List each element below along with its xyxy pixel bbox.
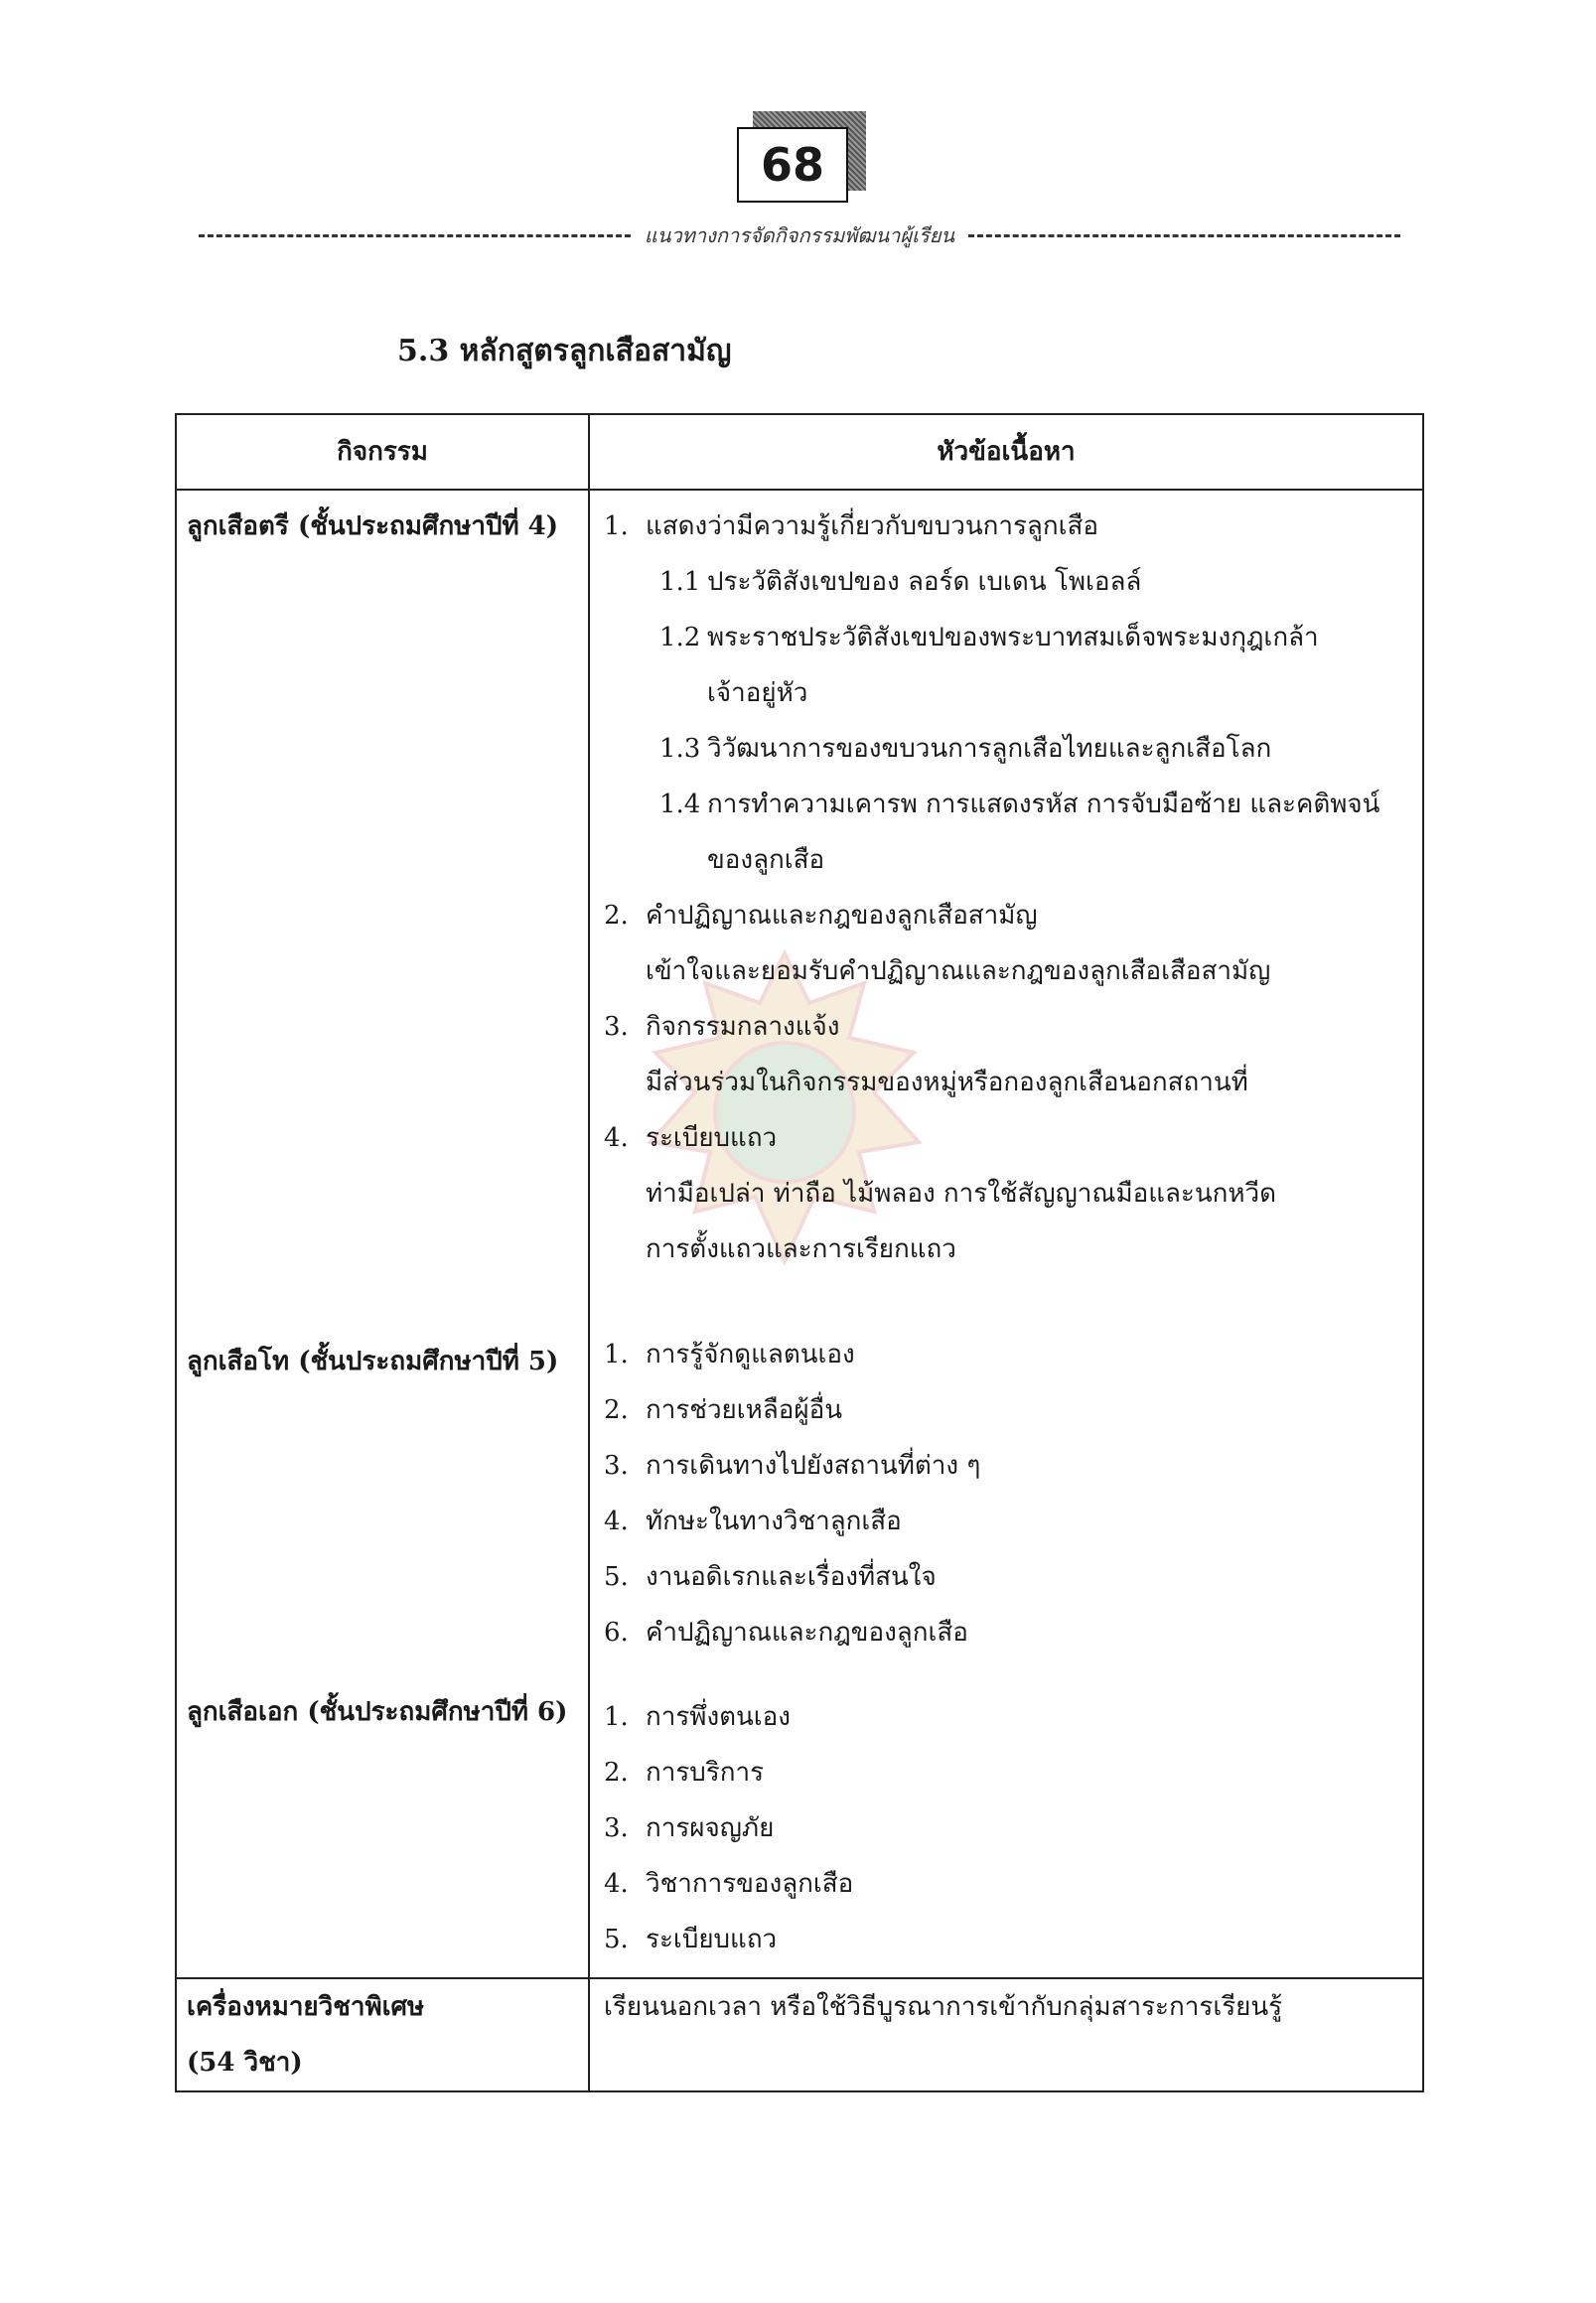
content-cell: [589, 490, 1423, 1978]
table-row: [176, 490, 1423, 1978]
item-description: การตั้งแถวและการเรียกแถว: [646, 1234, 956, 1264]
list-item: 5. งานอดิเรกและเรื่องที่สนใจ: [604, 1562, 937, 1592]
list-item: 4. ระเบียบแถว: [604, 1123, 778, 1153]
activity-cell: [176, 1978, 589, 2091]
list-item: 1.4 การทำความเคารพ การแสดงรหัส การจับมือซ้าย และคติพจน์: [659, 790, 1380, 819]
header-content: หัวข้อเนื้อหา: [589, 414, 1423, 490]
header-dashes-left: [199, 234, 631, 237]
list-item: 1.2 พระราชประวัติสังเขปของพระบาทสมเด็จพระมงกุฎเกล้า: [659, 623, 1319, 652]
special-badge-content: เรียนนอกเวลา หรือใช้วิธีบูรณาการเข้ากับกลุ่มสาระการเรียนรู้: [604, 1992, 1283, 2022]
table-header-row: [176, 414, 1423, 490]
page-number: 68: [737, 127, 848, 203]
item-description: มีส่วนร่วมในกิจกรรมของหมู่หรือกองลูกเสือนอกสถานที่: [646, 1068, 1248, 1097]
page-number-box: [737, 107, 851, 192]
item-description: เข้าใจและยอมรับคำปฏิญาณและกฎของลูกเสือเสือสามัญ: [646, 956, 1271, 986]
list-item: 6. คำปฏิญาณและกฎของลูกเสือ: [604, 1618, 968, 1648]
special-badge-label: เครื่องหมายวิชาพิเศษ: [187, 1992, 425, 2022]
list-item: 1. การรู้จักดูแลตนเอง: [604, 1340, 855, 1369]
section-title: 5.3 หลักสูตรลูกเสือสามัญ: [397, 334, 732, 368]
curriculum-table: [175, 413, 1424, 2092]
special-badge-count: (54 วิชา): [187, 2048, 303, 2078]
list-item: 3. การผจญภัย: [604, 1813, 775, 1843]
list-item-continuation: เจ้าอยู่หัว: [707, 678, 808, 708]
list-item: 3. การเดินทางไปยังสถานที่ต่าง ๆ: [604, 1451, 981, 1481]
list-item-continuation: ของลูกเสือ: [707, 845, 825, 875]
list-item: 2. คำปฏิญาณและกฎของลูกเสือสามัญ: [604, 901, 1038, 931]
list-item: 4. วิชาการของลูกเสือ: [604, 1869, 854, 1899]
running-header: [199, 220, 1400, 250]
list-item: 2. การบริการ: [604, 1758, 765, 1788]
list-item: 4. ทักษะในทางวิชาลูกเสือ: [604, 1507, 902, 1536]
list-item: 1. การพึ่งตนเอง: [604, 1702, 791, 1732]
list-item: 2. การช่วยเหลือผู้อื่น: [604, 1395, 842, 1425]
content-cell: [589, 1978, 1423, 2091]
list-item: 1. แสดงว่ามีความรู้เกี่ยวกับขบวนการลูกเสือ: [604, 511, 1098, 541]
header-dashes-right: [968, 234, 1400, 237]
list-item: 1.3 วิวัฒนาการของขบวนการลูกเสือไทยและลูกเสือโลก: [659, 734, 1272, 764]
group-label-ek: ลูกเสือเอก (ชั้นประถมศึกษาปีที่ 6): [187, 1697, 568, 1727]
list-item: 3. กิจกรรมกลางแจ้ง: [604, 1012, 840, 1042]
item-description: ท่ามือเปล่า ท่าถือ ไม้พลอง การใช้สัญญาณมือและนกหวีด: [646, 1179, 1276, 1209]
header-activity: กิจกรรม: [176, 414, 589, 490]
list-item: 5. ระเบียบแถว: [604, 1925, 778, 1954]
header-text: แนวทางการจัดกิจกรรมพัฒนาผู้เรียน: [644, 223, 955, 247]
activity-cell: [176, 490, 589, 1978]
group-label-tho: ลูกเสือโท (ชั้นประถมศึกษาปีที่ 5): [187, 1347, 559, 1376]
list-item: 1.1 ประวัติสังเขปของ ลอร์ด เบเดน โพเอลล์: [659, 567, 1142, 597]
table-row: [176, 1978, 1423, 2091]
group-label-tri: ลูกเสือตรี (ชั้นประถมศึกษาปีที่ 4): [187, 511, 559, 541]
